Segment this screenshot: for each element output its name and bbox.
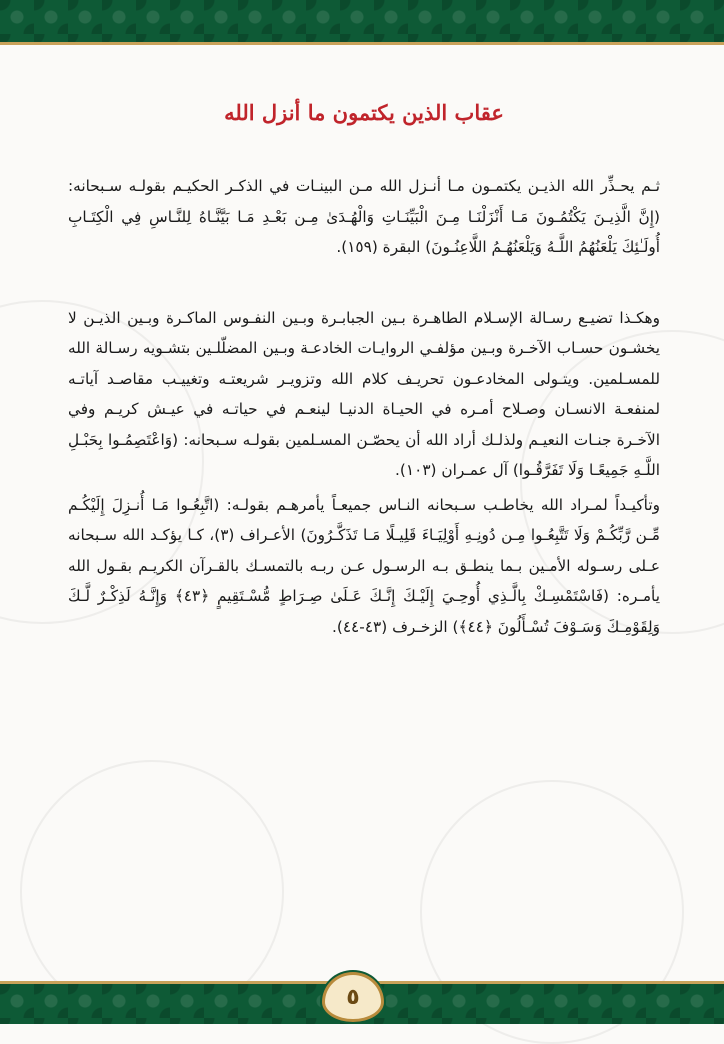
quran-verse-2: (وَاعْتَصِمُـوا بِحَبْـلِ اللَّـهِ جَمِيعًـا وَلَا تَفَرَّقُـوا) [68, 430, 660, 479]
page-title: عقاب الذين يكتمون ما أنزل الله [224, 100, 504, 125]
paragraph-3-intro: وتأكيـداً لمـراد الله يخاطـب سـبحانه النـاس جميعـاً يأمرهـم بقولـه: [219, 495, 660, 514]
paragraph-1-intro: ثـم يحـذِّر الله الذيـن يكتمـون مـا أنـزل الله مـن البينـات في الذكـر الحكيـم بقولـه سـبحانه: [68, 177, 660, 195]
page-content [68, 80, 660, 642]
quran-verse-3: (اتَّبِعُـوا مَـا أُنـزِلَ إِلَيْكُـم مِّـن رَّبِّكُـمْ وَلَا تَتَّبِعُـوا مِـن دُونِـهِ أَوْلِيَـاءَ قَلِيـلًا مَـا تَذَكَّـرُونَ) [68, 495, 660, 544]
paragraph-3 [68, 490, 660, 643]
verse-reference-4: الزخـرف (٤٣-٤٤). [332, 617, 453, 636]
quran-verse-1: (إِنَّ الَّذِيـنَ يَكْتُمُـونَ مَـا أَنْزَلْنَـا مِـنَ الْبَيِّنَـاتِ وَالْهُـدَىٰ مِـن بَعْـدِ مَـا بَيَّنَّـاهُ لِلنَّـاسِ فِي الْكِتَـابِ أُولَـٰئِكَ يَلْعَنُهُمُ اللَّـهُ وَيَلْعَنُهُـمُ اللَّاعِنُـونَ) [68, 207, 660, 256]
page-number-badge: ٥ [322, 972, 384, 1022]
paragraph-2 [68, 303, 660, 486]
top-ornament-band [0, 0, 724, 45]
verse-reference-1: البقرة (١٥٩). [336, 238, 426, 256]
paragraph-3-middle: كـا يؤكـد الله سـبحانه عـلى رسـوله الأمـين بـما ينطـق بـه الرسـول عـن ربـه بالتمسـك بالقـرآن الكريـم بقـول الله يأمـره: [68, 526, 660, 605]
paragraph-1 [68, 171, 660, 263]
verse-reference-3: الأعـراف (٣)، [209, 526, 301, 544]
paragraph-2-intro: وهكـذا تضيـع رسـالة الإسـلام الطاهـرة بـين الجبابـرة وبـين النفـوس الماكـرة وبـين الذيـن لا يخشـون حسـاب الآخـرة وبـين مؤلفـي الروايـات الخادعـة وبـين المضلّلـين بتشـويه رسـالة الله للمسـلمين. ويتـولى المخادعـون تحريـف كلام الله وتزويـر شريعتـه وتغييـب مقاصـد آياتـه لمنفعـة الانسـان وصـلاح أمـره في الحيـاة الدنيـا لينعـم في حياتـه في عيـش كريـم وفي الآخـرة جنـات النعيـم ولذلـك أراد الله أن يحصّـن المسـلمين بقولـه سـبحانه: [68, 308, 660, 449]
quran-verse-4: (فَاسْتَمْسِـكْ بِالَّـذِي أُوحِـيَ إِلَيْـكَ إِنَّـكَ عَـلَىٰ صِـرَاطٍ مُّسْـتَقِيمٍ ﴿٤٣﴾ وَإِنَّـهُ لَذِكْـرٌ لَّـكَ وَلِقَوْمِـكَ وَسَـوْفَ تُسْـأَلُونَ ﴿٤٤﴾) [68, 587, 660, 636]
verse-reference-2: آل عمـران (١٠٣). [395, 461, 513, 479]
